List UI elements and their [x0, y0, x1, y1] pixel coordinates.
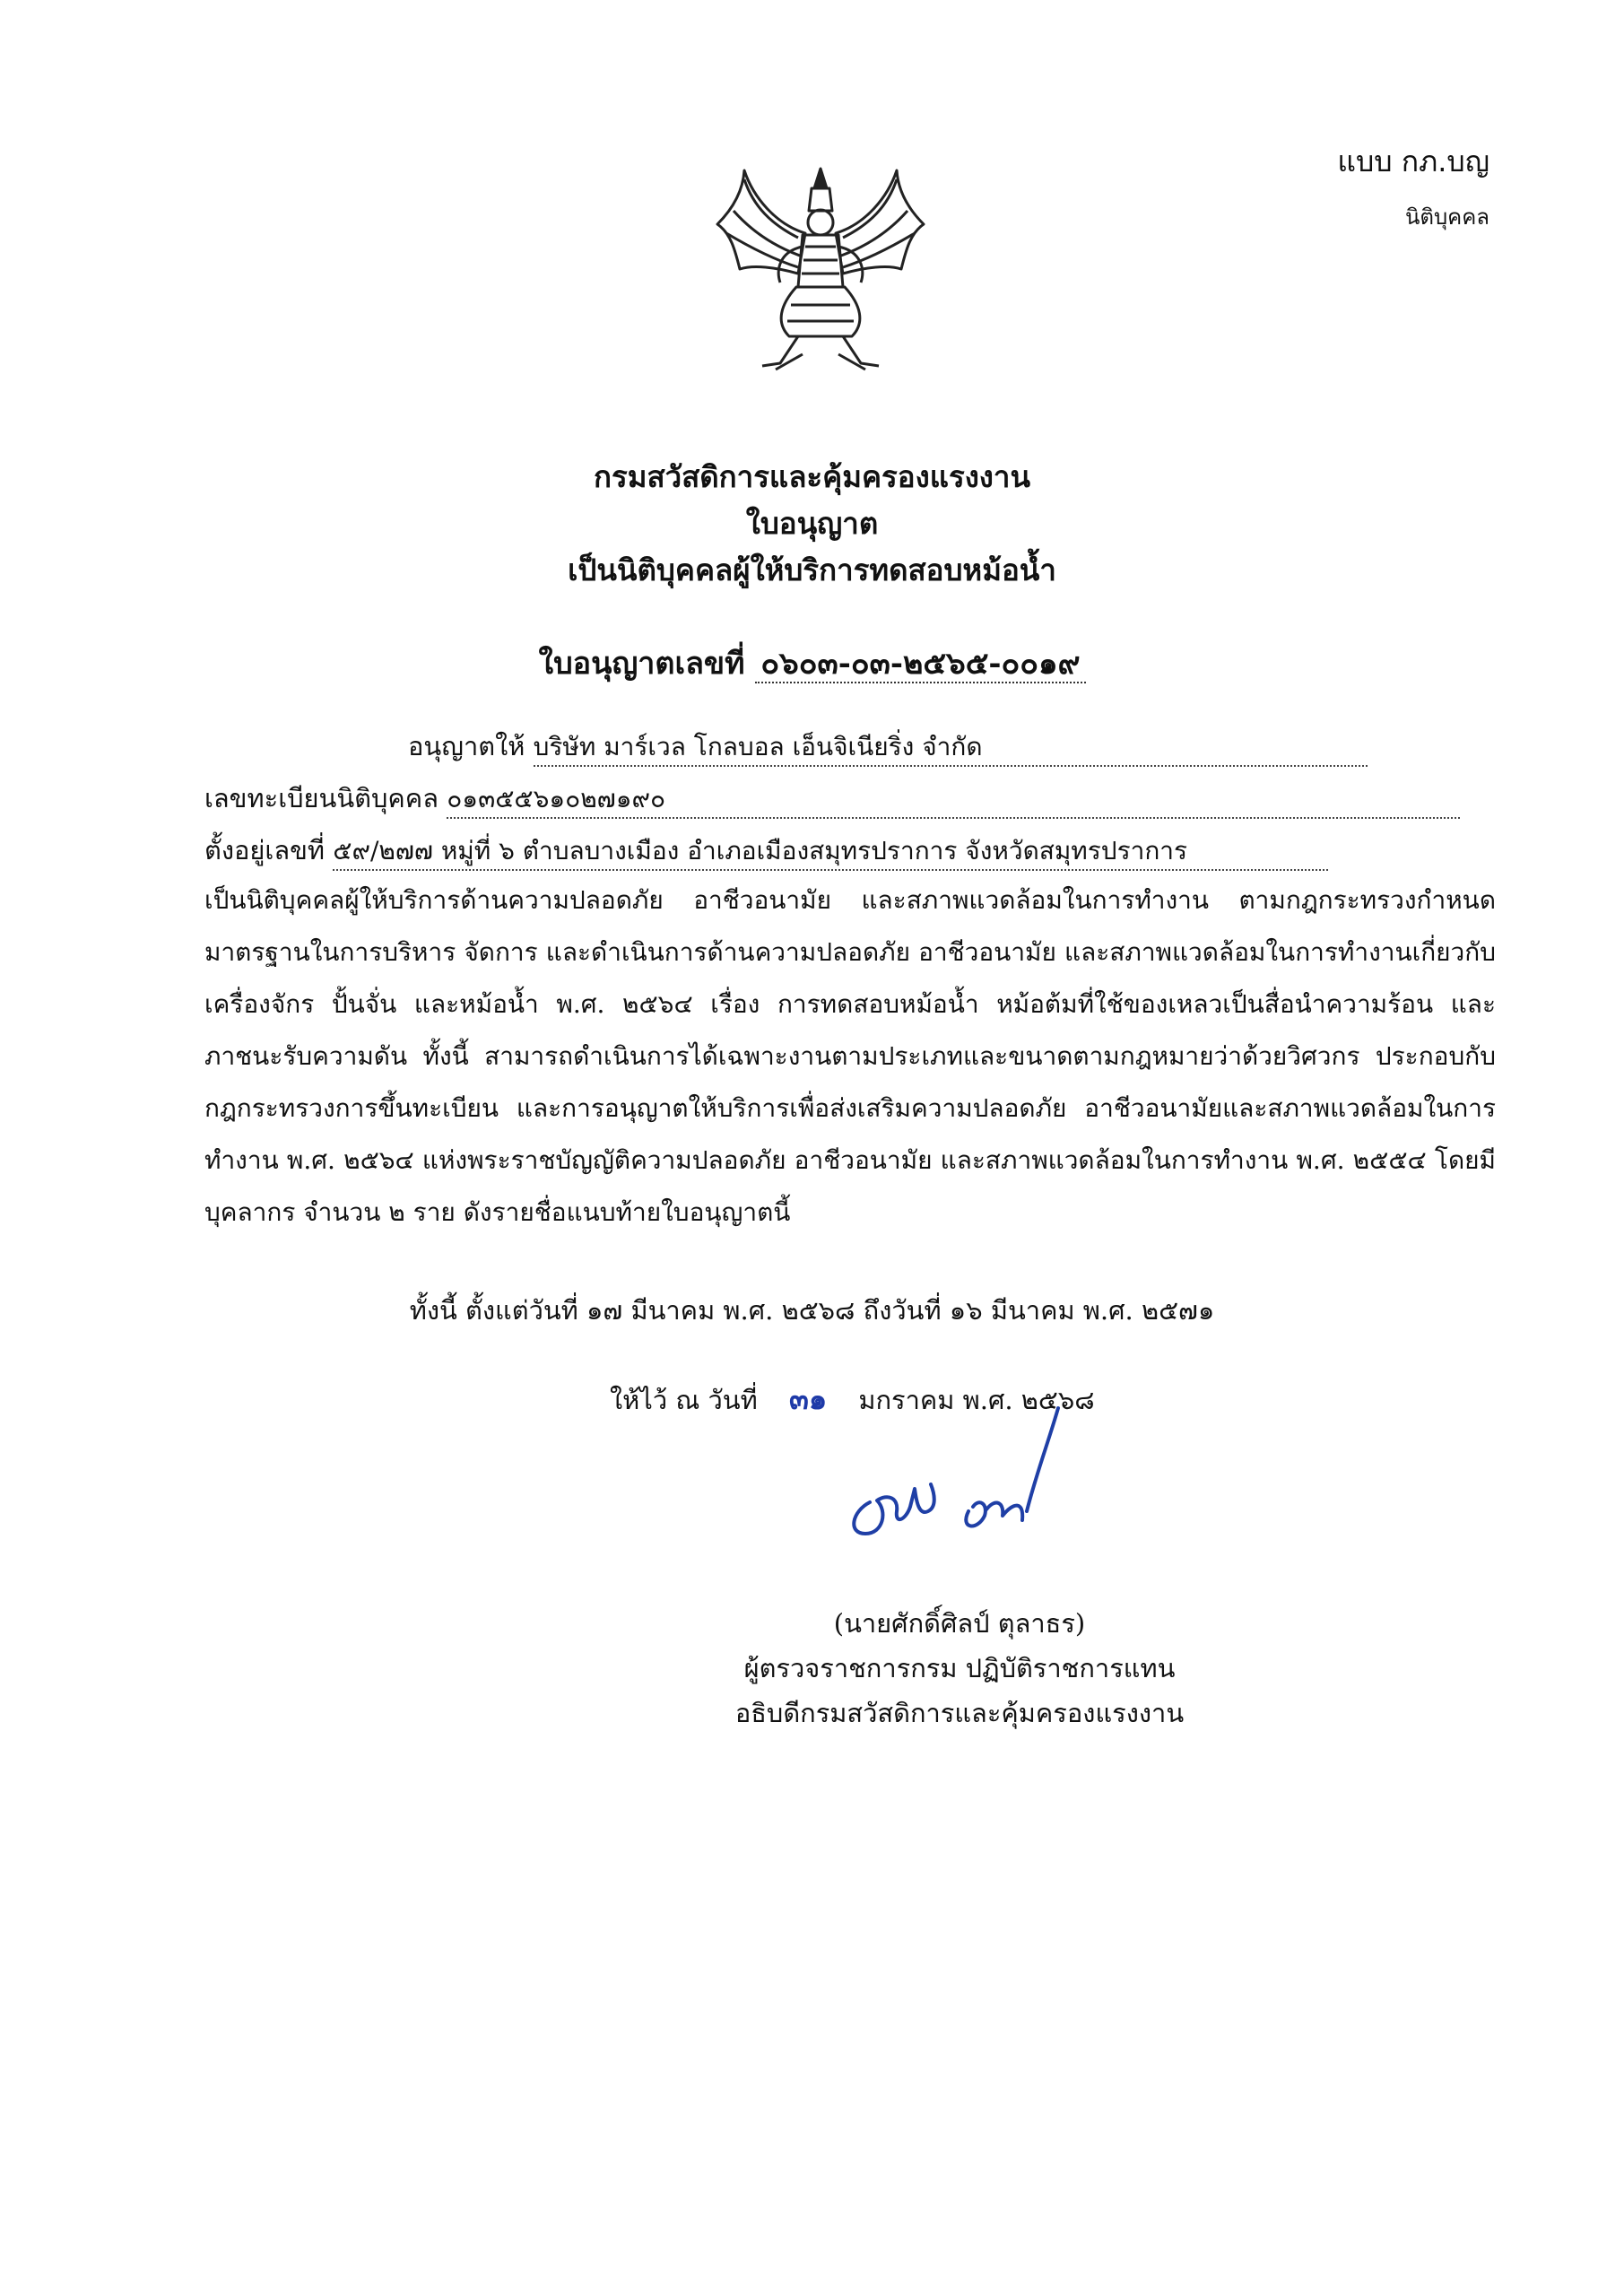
document-subtitle: เป็นนิติบุคคลผู้ให้บริการทดสอบหม้อน้ำ — [568, 552, 1056, 587]
license-number-line — [0, 639, 1624, 687]
address: ๕๙/๒๗๗ หมู่ที่ ๖ ตำบลบางเมือง อำเภอเมืองสมุทรปราการ จังหวัดสมุทรปราการ — [333, 833, 1328, 871]
grantee-name: บริษัท มาร์เวล โกลบอล เอ็นจิเนียริ่ง จำกัด — [534, 729, 1368, 767]
registration-number: ๐๑๓๕๕๖๑๐๒๗๑๙๐ — [447, 781, 1460, 819]
signer-block — [682, 1601, 1238, 1735]
form-code: แบบ กภ.บญ — [1337, 144, 1489, 178]
issue-month-year: มกราคม พ.ศ. ๒๕๖๘ — [858, 1385, 1095, 1415]
grantee-label: อนุญาตให้ — [408, 731, 525, 761]
form-type: นิติบุคคล — [1404, 204, 1489, 230]
grantee-line — [408, 728, 1498, 767]
garuda-head — [808, 210, 833, 235]
license-body-paragraph: เป็นนิติบุคคลผู้ให้บริการด้านความปลอดภัย อาชีวอนามัย และสภาพแวดล้อมในการทำงาน ตามกฎกระทรวงกำหนดมาตรฐานในการบริหาร จัดการ และดำเนินการด้านความปลอดภัย อาชีวอนามัย และสภาพแวดล้อมในการทำงานเกี่ยวกับเครื่องจักร ปั้นจั่น และหม้อน้ำ พ.ศ. ๒๕๖๔ เรื่อง การทดสอบหม้อน้ำ หม้อต้มที่ใช้ของเหลวเป็นสื่อนำความร้อน และภาชนะรับความดัน ทั้งนี้ สามารถดำเนินการได้เฉพาะงานตามประเภทและขนาดตามกฎหมายว่าด้วยวิศวกร ประกอบกับกฎกระทรวงการขึ้นทะเบียน และการอนุญาตให้บริการเพื่อส่งเสริมความปลอดภัย อาชีวอนามัยและสภาพแวดล้อมในการทำงาน พ.ศ. ๒๕๖๔ แห่งพระราชบัญญัติความปลอดภัย อาชีวอนามัย และสภาพแวดล้อมในการทำงาน พ.ศ. ๒๕๕๔ โดยมีบุคลากร จำนวน ๒ ราย ดังรายชื่อแนบท้ายใบอนุญาตนี้ — [204, 885, 1496, 1227]
garuda-crown — [814, 169, 827, 188]
header-block — [0, 454, 1624, 594]
handwritten-signature — [834, 1404, 1103, 1565]
department-name: กรมสวัสดิการและคุ้มครองแรงงาน — [593, 459, 1031, 494]
issue-day: ๓๑ — [788, 1382, 828, 1416]
form-code-block — [1337, 139, 1489, 234]
address-label: ตั้งอยู่เลขที่ — [204, 835, 326, 865]
signer-position: ผู้ตรวจราชการกรม ปฏิบัติราชการแทน — [743, 1653, 1176, 1683]
registration-line — [204, 780, 1496, 819]
issue-date-prefix: ให้ไว้ ณ วันที่ — [610, 1385, 758, 1415]
document-title: ใบอนุญาต — [745, 506, 879, 541]
address-line — [204, 832, 1496, 871]
registration-label: เลขทะเบียนนิติบุคคล — [204, 783, 439, 813]
garuda-left-wing — [717, 170, 805, 274]
garuda-right-wing — [836, 170, 924, 274]
license-number: ๐๖๐๓-๐๓-๒๕๖๕-๐๐๑๙ — [755, 646, 1085, 683]
signer-name: (นายศักดิ์ศิลป์ ตุลาธร) — [833, 1608, 1086, 1639]
validity-period: ทั้งนี้ ตั้งแต่วันที่ ๑๗ มีนาคม พ.ศ. ๒๕๖๘ ถึงวันที่ ๑๖ มีนาคม พ.ศ. ๒๕๗๑ — [409, 1295, 1215, 1326]
license-number-label: ใบอนุญาตเลขที่ — [538, 646, 745, 682]
signer-title: อธิบดีกรมสวัสดิการและคุ้มครองแรงงาน — [734, 1698, 1185, 1728]
garuda-emblem — [690, 161, 951, 377]
